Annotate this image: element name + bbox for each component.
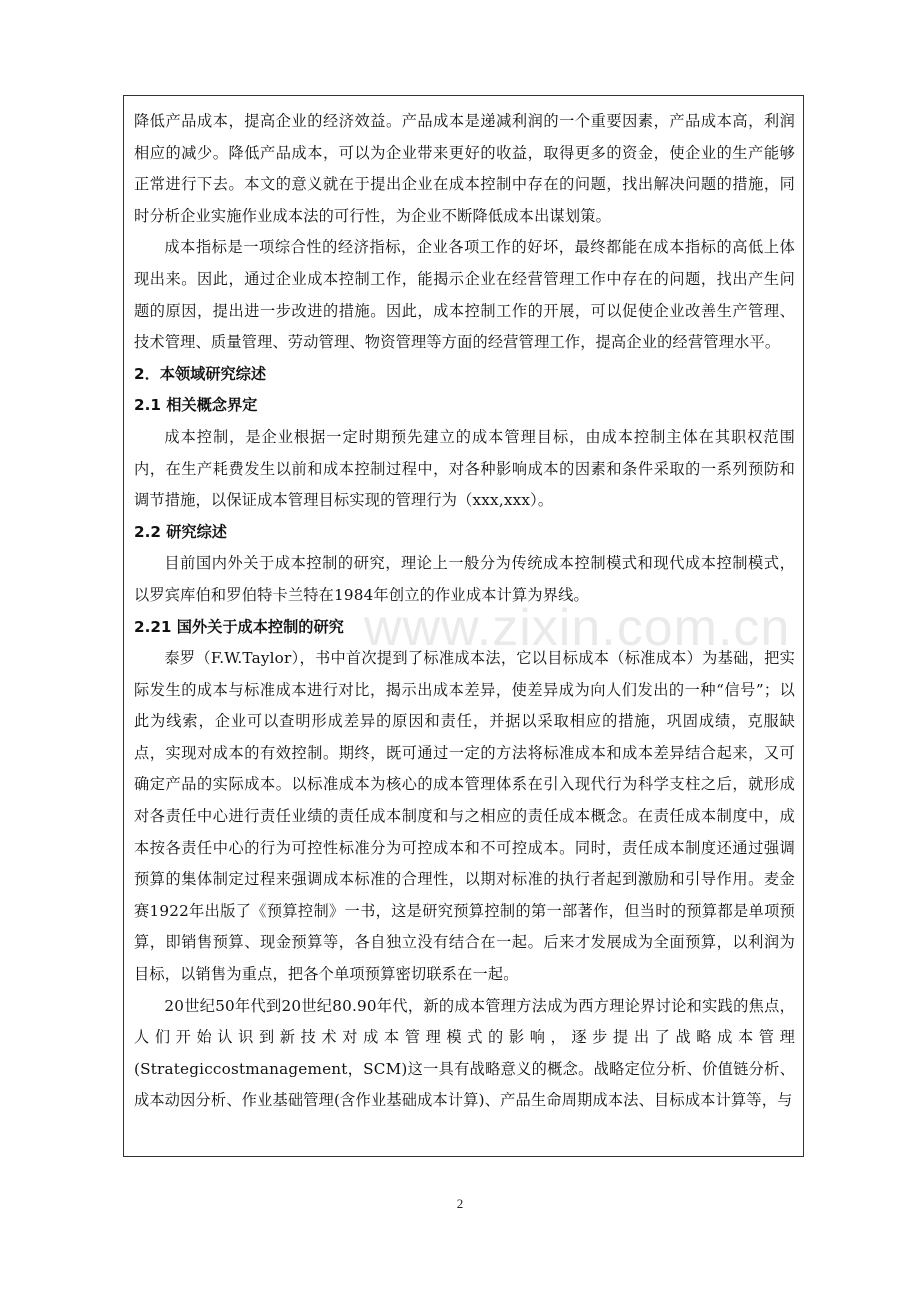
paragraph-cost-indicator: 成本指标是一项综合性的经济指标，企业各项工作的好坏，最终都能在成本指标的高低上体现出来。因此，通过企业成本控制工作，能揭示企业在经营管理工作中存在的问题，找出产生问题的原因，提出进一步改进的措施。因此，成本控制工作的开展，可以促使企业改善生产管理、技术管理、质量管理、劳动管理、物资管理等方面的经营管理工作，提高企业的经营管理水平。 bbox=[134, 238, 795, 352]
paragraph-research-overview: 目前国内外关于成本控制的研究，理论上一般分为传统成本控制模式和现代成本控制模式，以罗宾库伯和罗伯特卡兰特在1984年创立的作业成本计算为界线。 bbox=[134, 554, 795, 604]
section-heading-2-21: 2.21 国外关于成本控制的研究 bbox=[134, 617, 344, 636]
watermark-text: www.zixin.com.cn bbox=[364, 599, 791, 657]
paragraph-taylor-standard-cost: 泰罗（F.W.Taylor），书中首次提到了标准成本法，它以目标成本（标准成本）为基础，把实际发生的成本与标准成本进行对比，揭示出成本差异，使差异成为向人们发出的一种“信号”；以此为线索，企业可以查明形成差异的原因和责任，并据以采取相应的措施，巩固成绩，克服缺点，实现对成本的有效控制。期终，既可通过一定的方法将标准成本和成本差异结合起来，又可确定产品的实际成本。以标准成本为核心的成本管理体系在引入现代行为科学支柱之后，就形成对各责任中心进行责任业绩的责任成本制度和与之相应的责任成本概念。在责任成本制度中，成本按各责任中心的行为可控性标准分为可控成本和不可控成本。同时，责任成本制度还通过强调预算的集体制定过程来强调成本标准的合理性，以期对标准的执行者起到激励和引导作用。麦金赛1922年出版了《预算控制》一书，这是研究预算控制的第一部著作，但当时的预算都是单项预算，即销售预算、现金预算等，各自独立没有结合在一起。后来才发展成为全面预算，以利润为目标，以销售为重点，把各个单项预算密切联系在一起。 bbox=[134, 649, 795, 984]
document-body bbox=[123, 95, 804, 1157]
section-heading-2-1: 2.1 相关概念界定 bbox=[134, 396, 258, 415]
paragraph-significance: 降低产品成本，提高企业的经济效益。产品成本是递减利润的一个重要因素，产品成本高，利润相应的减少。降低产品成本，可以为企业带来更好的收益，取得更多的资金，使企业的生产能够正常进行下去。本文的意义就在于提出企业在成本控制中存在的问题，找出解决问题的措施，同时分析企业实施作业成本法的可行性，为企业不断降低成本出谋划策。 bbox=[134, 112, 795, 225]
paragraph-cost-control-definition: 成本控制，是企业根据一定时期预先建立的成本管理目标，由成本控制主体在其职权范围内，在生产耗费发生以前和成本控制过程中，对各种影响成本的因素和条件采取的一系列预防和调节措施，以保证成本管理目标实现的管理行为（xxx,xxx）。 bbox=[134, 427, 795, 510]
section-heading-2: 2．本领域研究综述 bbox=[134, 364, 267, 383]
page-number: 2 bbox=[456, 1196, 464, 1211]
paragraph-strategic-cost-management: 20世纪50年代到20世纪80.90年代，新的成本管理方法成为西方理论界讨论和实践的焦点，人们开始认识到新技术对成本管理模式的影响，逐步提出了战略成本管理(Strategiccostmanagement，SCM)这一具有战略意义的概念。战略定位分析、价值链分析、成本动因分析、作业基础管理(含作业基础成本计算)、产品生命周期成本法、目标成本计算等，与 bbox=[134, 996, 795, 1110]
section-heading-2-2: 2.2 研究综述 bbox=[134, 522, 227, 541]
